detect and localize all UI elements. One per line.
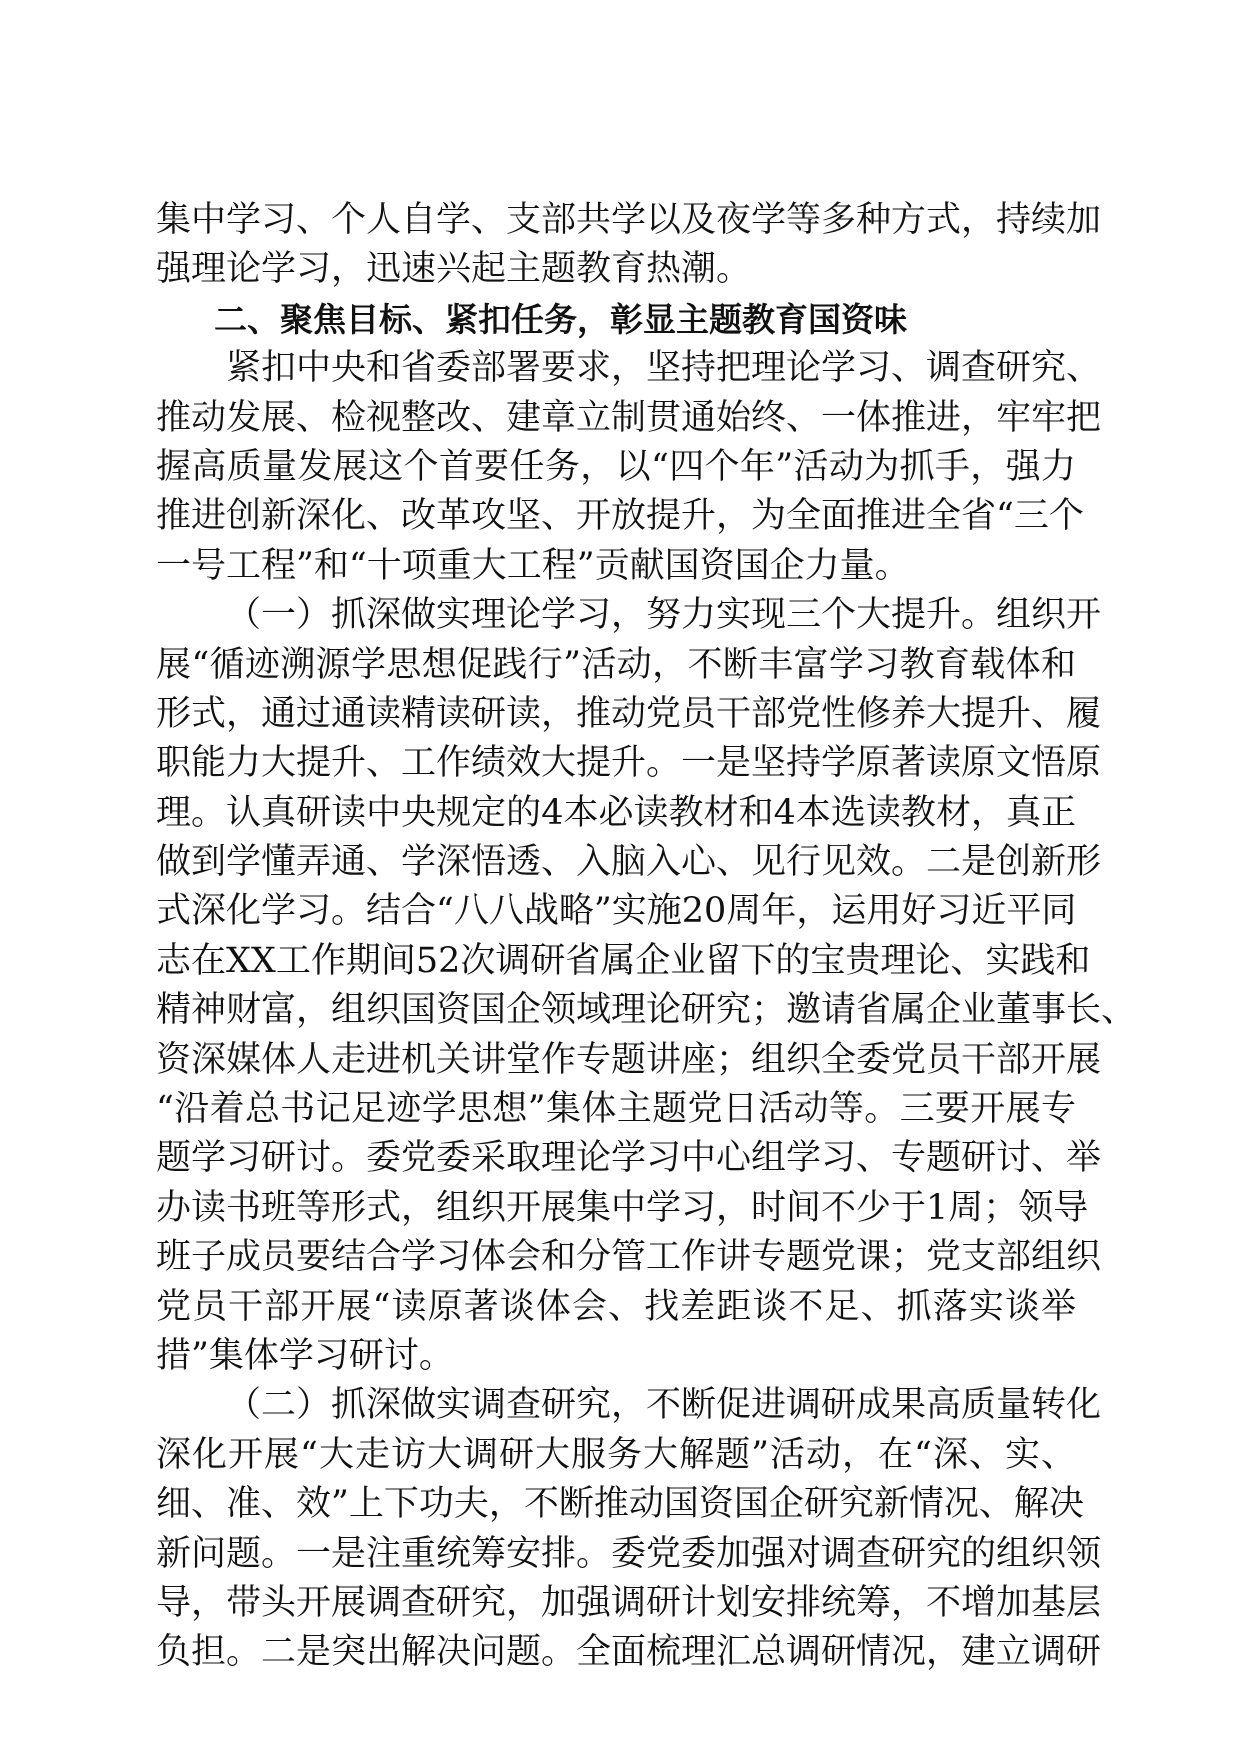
paragraph-line: 深化开展“大走访大调研大服务大解题”活动，在“深、实、 xyxy=(156,1434,1076,1475)
section-heading: 二、聚焦目标、紧扣任务，彰显主题教育国资味 xyxy=(214,299,907,339)
paragraph-line: 握高质量发展这个首要任务，以“四个年”活动为抓手，强力 xyxy=(156,446,1076,487)
paragraph-line: 做到学懂弄通、学深悟透、入脑入心、见行见效。二是创新形 xyxy=(156,842,1102,883)
paragraph-line: “沿着总书记足迹学思想”集体主题党日活动等。三要开展专 xyxy=(156,1089,1076,1130)
paragraph-line: 新问题。一是注重统筹安排。委党委加强对调查研究的组织领 xyxy=(156,1533,1102,1574)
paragraph-line: 理。认真研读中央规定的4本必读教材和4本选读教材，真正 xyxy=(156,792,1076,833)
paragraph-line: 党员干部开展“读原著谈体会、找差距谈不足、抓落实谈举 xyxy=(156,1286,1076,1327)
paragraph-line: 强理论学习，迅速兴起主题教育热潮。 xyxy=(156,249,752,290)
paragraph-line: 班子成员要结合学习体会和分管工作讲专题党课；党支部组织 xyxy=(156,1237,1102,1278)
paragraph-line: 办读书班等形式，组织开展集中学习，时间不少于1周；领导 xyxy=(156,1187,1089,1228)
document-body xyxy=(156,196,1137,1678)
paragraph-line: 措”集体学习研讨。 xyxy=(156,1335,454,1376)
paragraph-line: 集中学习、个人自学、支部共学以及夜学等多种方式，持续加 xyxy=(156,200,1102,240)
paragraph-line: 形式，通过通读精读研读，推动党员干部党性修养大提升、履 xyxy=(156,693,1102,734)
paragraph-line: 推进创新深化、改革攻坚、开放提升，为全面推进全省“三个 xyxy=(156,496,1084,537)
paragraph-line: 导，带头开展调查研究，加强调研计划安排统筹，不增加基层 xyxy=(156,1582,1102,1623)
paragraph-line: 题学习研讨。委党委采取理论学习中心组学习、专题研讨、举 xyxy=(156,1138,1102,1179)
paragraph-line: 精神财富，组织国资国企领域理论研究；邀请省属企业董事长、 xyxy=(156,990,1137,1031)
paragraph-line: 负担。二是突出解决问题。全面梳理汇总调研情况，建立调研 xyxy=(156,1632,1102,1673)
paragraph-line: 细、准、效”上下功夫，不断推动国资国企研究新情况、解决 xyxy=(156,1484,1084,1525)
paragraph-line: 一号工程”和“十项重大工程”贡献国资国企力量。 xyxy=(156,545,910,586)
subsection-line: （二）抓深做实调查研究，不断促进调研成果高质量转化 xyxy=(226,1385,1102,1426)
paragraph-line: 展“循迹溯源学思想促践行”活动，不断丰富学习教育载体和 xyxy=(156,644,1076,685)
paragraph-line: 推动发展、检视整改、建章立制贯通始终、一体推进，牢牢把 xyxy=(156,397,1102,438)
paragraph-line: 志在XX工作期间52次调研省属企业留下的宝贵理论、实践和 xyxy=(156,940,1091,981)
paragraph-line: 资深媒体人走进机关讲堂作专题讲座；组织全委党员干部开展 xyxy=(156,1039,1102,1080)
subsection-line: （一）抓深做实理论学习，努力实现三个大提升。组织开 xyxy=(226,595,1102,636)
paragraph-line: 职能力大提升、工作绩效大提升。一是坚持学原著读原文悟原 xyxy=(156,743,1102,784)
paragraph-line: 式深化学习。结合“八八战略”实施20周年，运用好习近平同 xyxy=(156,891,1077,932)
paragraph-line: 紧扣中央和省委部署要求，坚持把理论学习、调查研究、 xyxy=(226,348,1102,389)
